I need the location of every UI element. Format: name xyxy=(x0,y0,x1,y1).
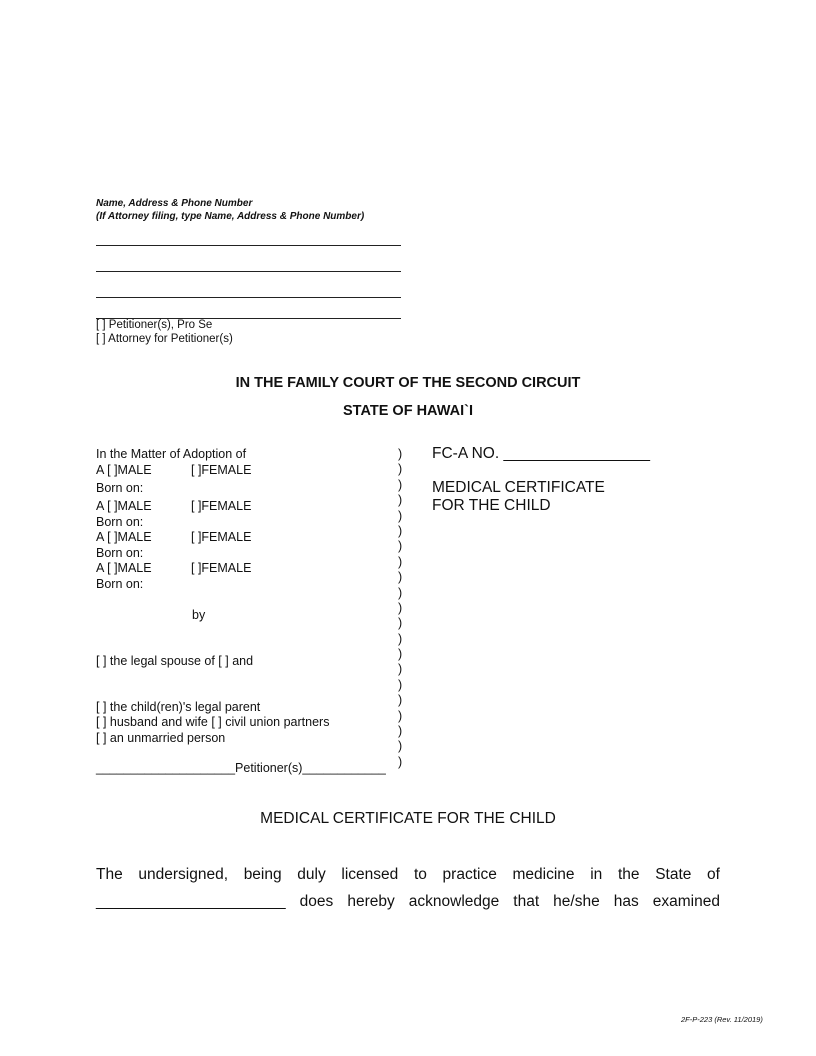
body-paragraph-line2: ______________________ does hereby acknowledge that he/she has examined xyxy=(96,893,720,910)
paren: ) xyxy=(398,539,403,554)
paren: ) xyxy=(398,754,403,769)
child4-female-checkbox[interactable]: [ ]FEMALE xyxy=(191,561,252,575)
paren: ) xyxy=(398,708,403,723)
paren: ) xyxy=(398,523,403,538)
attorney-filing-label: (If Attorney filing, type Name, Address & Phone Number) xyxy=(96,211,365,222)
paren: ) xyxy=(398,739,403,754)
paren: ) xyxy=(398,477,403,492)
paren: ) xyxy=(398,462,403,477)
child1-born-on: Born on: xyxy=(96,481,144,495)
petitioners-signature-line: ____________________Petitioner(s)____________ xyxy=(96,761,386,775)
address-line-3[interactable] xyxy=(96,297,401,298)
paren: ) xyxy=(398,508,403,523)
court-title-line1: IN THE FAMILY COURT OF THE SECOND CIRCUIT xyxy=(235,375,581,391)
paren: ) xyxy=(398,616,403,631)
legal-spouse-checkbox[interactable]: [ ] the legal spouse of [ ] and xyxy=(96,654,254,668)
paren: ) xyxy=(398,631,403,646)
court-title-line2: STATE OF HAWAI`I xyxy=(343,403,473,419)
address-line-1[interactable] xyxy=(96,245,401,246)
adoption-matter-label: In the Matter of Adoption of xyxy=(96,447,247,461)
name-address-label: Name, Address & Phone Number xyxy=(96,198,253,209)
paren: ) xyxy=(398,447,403,461)
husband-wife-checkbox[interactable]: [ ] husband and wife [ ] civil union partners xyxy=(96,715,330,729)
child2-male-checkbox[interactable]: A [ ]MALE xyxy=(96,499,152,513)
paren: ) xyxy=(398,677,403,692)
child1-male-checkbox[interactable]: A [ ]MALE xyxy=(96,463,152,477)
child3-female-checkbox[interactable]: [ ]FEMALE xyxy=(191,530,252,544)
child4-male-checkbox[interactable]: A [ ]MALE xyxy=(96,561,152,575)
child3-born-on: Born on: xyxy=(96,546,144,560)
section-heading: MEDICAL CERTIFICATE FOR THE CHILD xyxy=(260,810,556,827)
address-line-2[interactable] xyxy=(96,271,401,272)
paren: ) xyxy=(398,693,403,708)
child2-born-on: Born on: xyxy=(96,515,144,529)
petitioner-pro-se-checkbox[interactable]: [ ] Petitioner(s), Pro Se xyxy=(96,319,213,331)
document-title-line2: FOR THE CHILD xyxy=(432,497,551,514)
legal-parent-checkbox[interactable]: [ ] the child(ren)'s legal parent xyxy=(96,700,261,714)
document-title-line1: MEDICAL CERTIFICATE xyxy=(432,479,605,496)
paren: ) xyxy=(398,570,403,585)
paren: ) xyxy=(398,554,403,569)
form-number: 2F-P-223 (Rev. 11/2019) xyxy=(681,1015,763,1024)
paren: ) xyxy=(398,724,403,739)
case-number-field[interactable]: FC-A NO. _________________ xyxy=(432,445,651,462)
caption-parenthesis-column xyxy=(398,447,402,770)
paren: ) xyxy=(398,493,403,508)
child3-male-checkbox[interactable]: A [ ]MALE xyxy=(96,530,152,544)
paren: ) xyxy=(398,662,403,677)
child4-born-on: Born on: xyxy=(96,577,144,591)
paren: ) xyxy=(398,585,403,600)
by-label: by xyxy=(192,608,206,622)
body-paragraph-line1: The undersigned, being duly licensed to practice medicine in the State of xyxy=(96,866,720,883)
paren: ) xyxy=(398,600,403,615)
unmarried-person-checkbox[interactable]: [ ] an unmarried person xyxy=(96,731,226,745)
attorney-for-petitioner-checkbox[interactable]: [ ] Attorney for Petitioner(s) xyxy=(96,333,233,345)
paren: ) xyxy=(398,647,403,662)
child2-female-checkbox[interactable]: [ ]FEMALE xyxy=(191,499,252,513)
child1-female-checkbox[interactable]: [ ]FEMALE xyxy=(191,463,252,477)
